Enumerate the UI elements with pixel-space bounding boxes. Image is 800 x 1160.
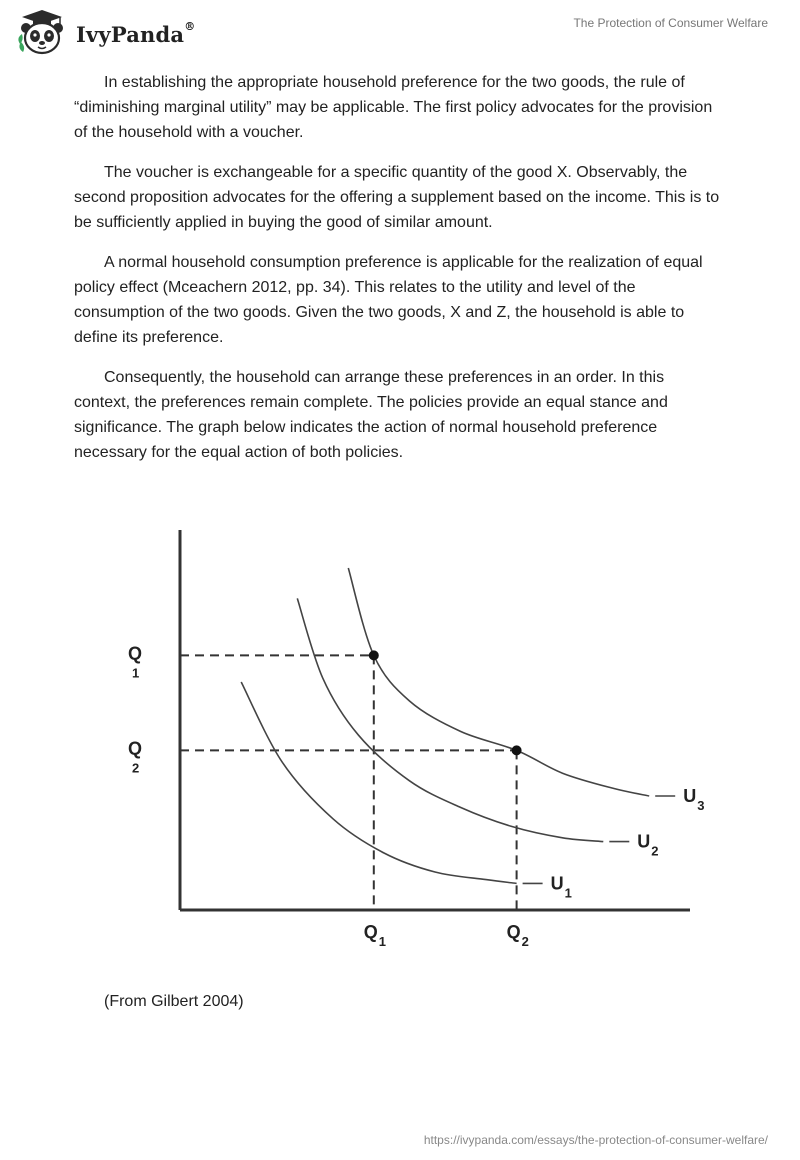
x-tick-subscript: 1 xyxy=(378,934,387,949)
equilibrium-point xyxy=(369,650,379,660)
y-tick-label: Q xyxy=(128,738,143,759)
page-header xyxy=(0,0,800,70)
indifference-curve-u3 xyxy=(348,568,649,796)
paragraph: The voucher is exchangeable for a specific quantity of the good X. Observably, the second proposition advocates for the offering a supplement based on the income. This is to be sufficiently applied in buying the good of similar amount. xyxy=(74,164,720,231)
x-tick-label: Q xyxy=(363,922,378,942)
paragraph: In establishing the appropriate household preference for the two goods, the rule of “diminishing marginal utility” may be applicable. The first policy advocates for the provision of the household with a voucher. xyxy=(74,74,713,141)
document-title: The Protection of Consumer Welfare xyxy=(573,16,768,30)
x-tick-label: Q xyxy=(506,922,521,942)
indifference-curve-u2 xyxy=(297,598,603,841)
logo-wordmark: IvyPanda® xyxy=(76,19,196,47)
chart-labels xyxy=(128,643,704,949)
indifference-curves xyxy=(241,568,675,883)
source-url[interactable]: https://ivypanda.com/essays/the-protection-of-consumer-welfare/ xyxy=(423,1133,768,1147)
paragraph: Consequently, the household can arrange these preferences in an order. In this context, the preferences remain complete. The policies provide an equal stance and significance. The graph below indicates the action of normal household preference necessary for the equal action of both policies. xyxy=(74,369,668,461)
curve-label-subscript: 1 xyxy=(564,885,572,901)
equilibrium-point xyxy=(512,745,522,755)
curve-label-u2: U xyxy=(637,831,651,852)
y-tick-subscript: 1 xyxy=(132,665,140,681)
curve-label-subscript: 2 xyxy=(651,843,659,859)
indifference-curve-chart xyxy=(100,520,705,970)
equilibrium-points xyxy=(369,650,522,755)
ivypanda-logo[interactable] xyxy=(14,8,195,56)
paragraph: A normal household consumption preference is applicable for the realization of equal policy effect (Mceachern 2012, pp. 34). This relates to the utility and level of the consumption of the two goods. Given the two goods, X and Z, the household is able to define its preference. xyxy=(74,254,703,346)
curve-label-u1: U xyxy=(550,873,564,894)
curve-label-u3: U xyxy=(683,786,697,806)
indifference-curve-u1 xyxy=(241,682,516,883)
y-tick-label: Q xyxy=(128,643,143,664)
article-body xyxy=(74,70,724,480)
indifference-curve-figure xyxy=(100,520,705,970)
guide-lines xyxy=(180,655,517,910)
panda-icon xyxy=(14,8,70,56)
figure-caption: (From Gilbert 2004) xyxy=(104,993,244,1010)
y-tick-subscript: 2 xyxy=(132,760,140,776)
x-tick-subscript: 2 xyxy=(521,934,529,949)
curve-label-subscript: 3 xyxy=(697,798,705,813)
